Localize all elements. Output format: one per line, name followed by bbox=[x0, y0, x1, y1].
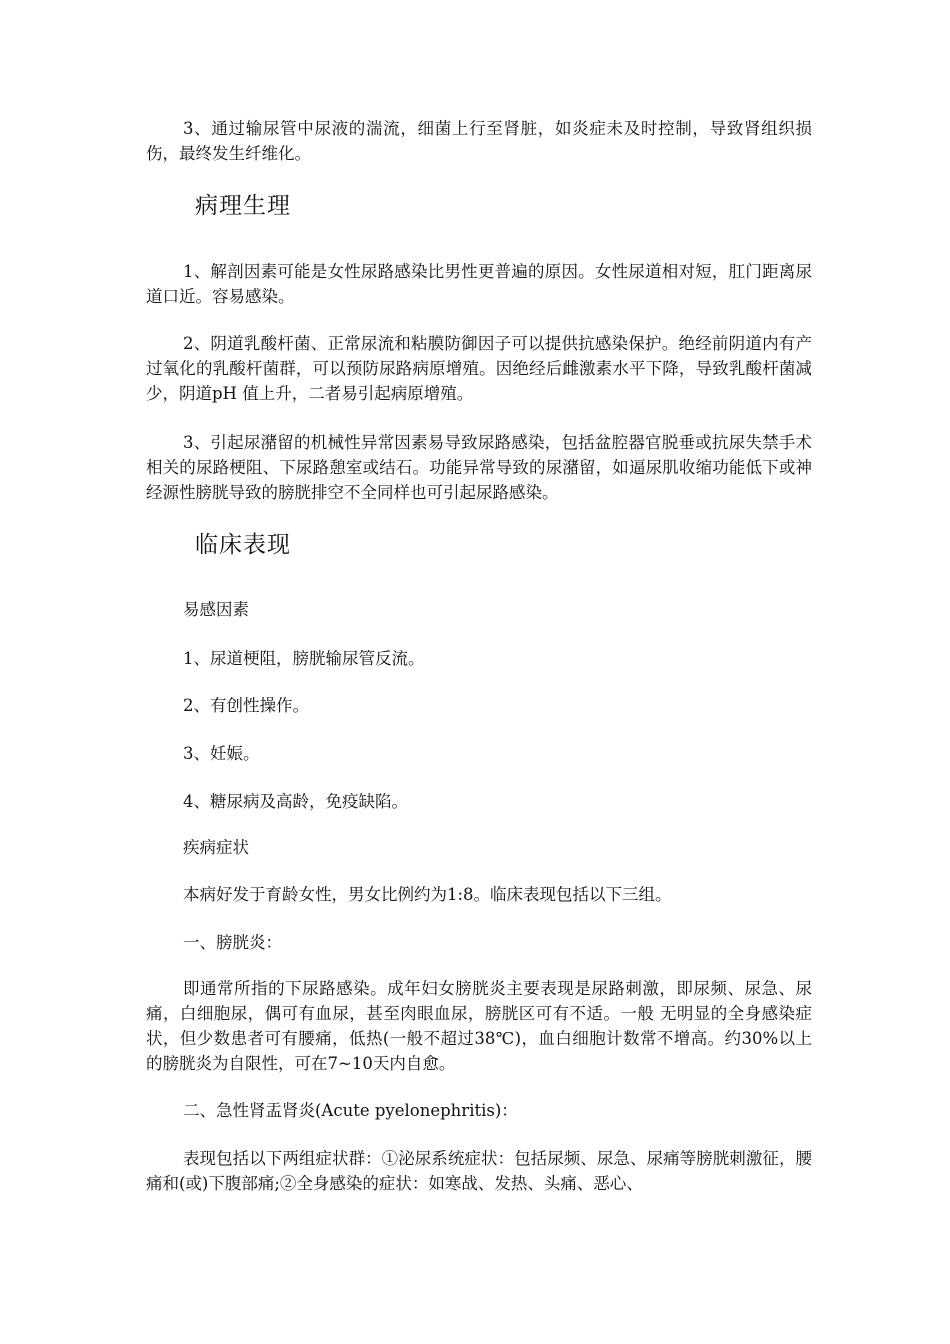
subheading-cystitis: 一、膀胱炎： bbox=[183, 933, 282, 952]
list-item-risk-1: 1、尿道梗阻，膀胱输尿管反流。 bbox=[183, 649, 425, 668]
paragraph-vaginal-lactobacillus: 2、阴道乳酸杆菌、正常尿流和粘膜防御因子可以提供抗感染保护。绝经前阴道内有产过氧化的乳酸杆菌群，可以预防尿路病原增殖。因绝经后雌激素水平下降，导致乳酸杆菌减少，阴道pH 值上升，二者易引起病原增殖。 bbox=[146, 334, 812, 403]
list-item-risk-4: 4、糖尿病及高龄，免疫缺陷。 bbox=[183, 792, 408, 811]
list-item-risk-3: 3、妊娠。 bbox=[183, 744, 260, 763]
paragraph-urinary-retention: 3、引起尿潴留的机械性异常因素易导致尿路感染，包括盆腔器官脱垂或抗尿失禁手术相关的尿路梗阻、下尿路憩室或结石。功能异常导致的尿潴留，如逼尿肌收缩功能低下或神经源性膀胱导致的膀胱排空不全同样也可引起尿路感染。 bbox=[146, 433, 812, 502]
heading-clinical-manifestations: 临床表现 bbox=[195, 532, 291, 558]
list-item-risk-2: 2、有创性操作。 bbox=[183, 696, 309, 715]
subheading-risk-factors: 易感因素 bbox=[183, 600, 249, 619]
subheading-symptoms: 疾病症状 bbox=[183, 838, 249, 857]
heading-pathophysiology: 病理生理 bbox=[195, 193, 291, 219]
paragraph-pyelonephritis: 表现包括以下两组症状群：①泌尿系统症状：包括尿频、尿急、尿痛等膀胱刺激征，腰痛和(或)下腹部痛;②全身感染的症状：如寒战、发热、头痛、恶心、 bbox=[146, 1149, 812, 1193]
paragraph-urine-turbulence: 3、通过输尿管中尿液的湍流，细菌上行至肾脏，如炎症未及时控制，导致肾组织损伤，最终发生纤维化。 bbox=[146, 119, 812, 163]
paragraph-cystitis: 即通常所指的下尿路感染。成年妇女膀胱炎主要表现是尿路刺激，即尿频、尿急、尿痛，白细胞尿，偶可有血尿，甚至肉眼血尿，膀胱区可有不适。一般 无明显的全身感染症状，但少数患者可有腰痛，低热(一般不超过38℃)，血白细胞计数常不增高。约30%以上的膀胱炎为自限性，可在7~10天内自愈。 bbox=[146, 979, 812, 1073]
subheading-acute-pyelonephritis: 二、急性肾盂肾炎(Acute pyelonephritis)： bbox=[183, 1101, 518, 1120]
paragraph-anatomical-factors: 1、解剖因素可能是女性尿路感染比男性更普遍的原因。女性尿道相对短，肛门距离尿道口近。容易感染。 bbox=[146, 262, 812, 306]
paragraph-symptoms-intro: 本病好发于育龄女性，男女比例约为1:8。临床表现包括以下三组。 bbox=[183, 885, 672, 904]
